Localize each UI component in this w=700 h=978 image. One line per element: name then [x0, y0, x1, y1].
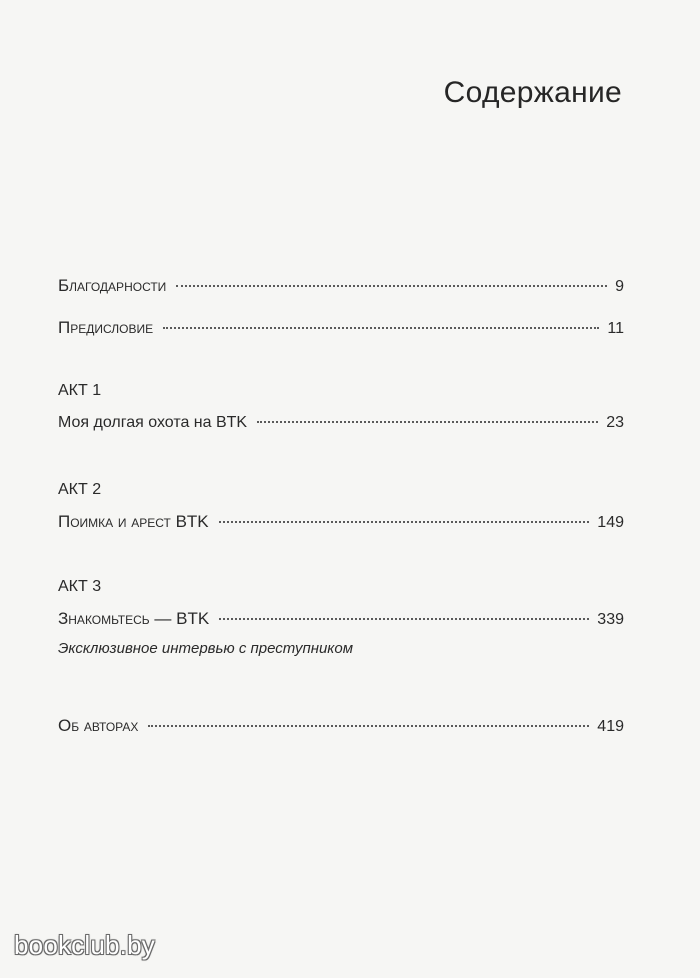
toc-entry-label: Знакомьтесь — BTK [58, 609, 210, 628]
page-title: Содержание [443, 76, 622, 109]
dot-leader [219, 618, 589, 620]
act-1-heading: АКТ 1 [58, 382, 102, 399]
act-2-heading: АКТ 2 [58, 481, 102, 498]
toc-page-number: 419 [597, 718, 624, 735]
toc-page-number: 339 [597, 611, 624, 628]
dot-leader [163, 327, 599, 329]
toc-page-number: 11 [607, 320, 624, 337]
toc-entry-preface [58, 318, 624, 338]
toc-entry-authors [58, 716, 624, 736]
toc-entry-act2 [58, 512, 624, 532]
toc-page-number: 23 [606, 414, 624, 431]
toc-entry-act3 [58, 609, 624, 629]
dot-leader [176, 285, 607, 287]
dot-leader [257, 421, 598, 423]
dot-leader [148, 725, 589, 727]
toc-entry-label: Моя долгая охота на BTK [58, 414, 248, 431]
dot-leader [219, 521, 590, 523]
toc-entry-label: Поимка и арест BTK [58, 512, 209, 531]
toc-entry-label: Об авторах [58, 716, 139, 735]
toc-entry-acknowledgements [58, 276, 624, 296]
toc-entry-label: Предисловие [58, 318, 154, 337]
watermark-logo: bookclub.by [14, 930, 155, 960]
toc-entry-label: Благодарности [58, 276, 167, 295]
toc-entry-act1 [58, 414, 624, 432]
act-3-subtitle: Эксклюзивное интервью с преступником [58, 640, 353, 657]
toc-page-number: 149 [597, 514, 624, 531]
toc-page-number: 9 [615, 278, 624, 295]
act-3-heading: АКТ 3 [58, 578, 102, 595]
